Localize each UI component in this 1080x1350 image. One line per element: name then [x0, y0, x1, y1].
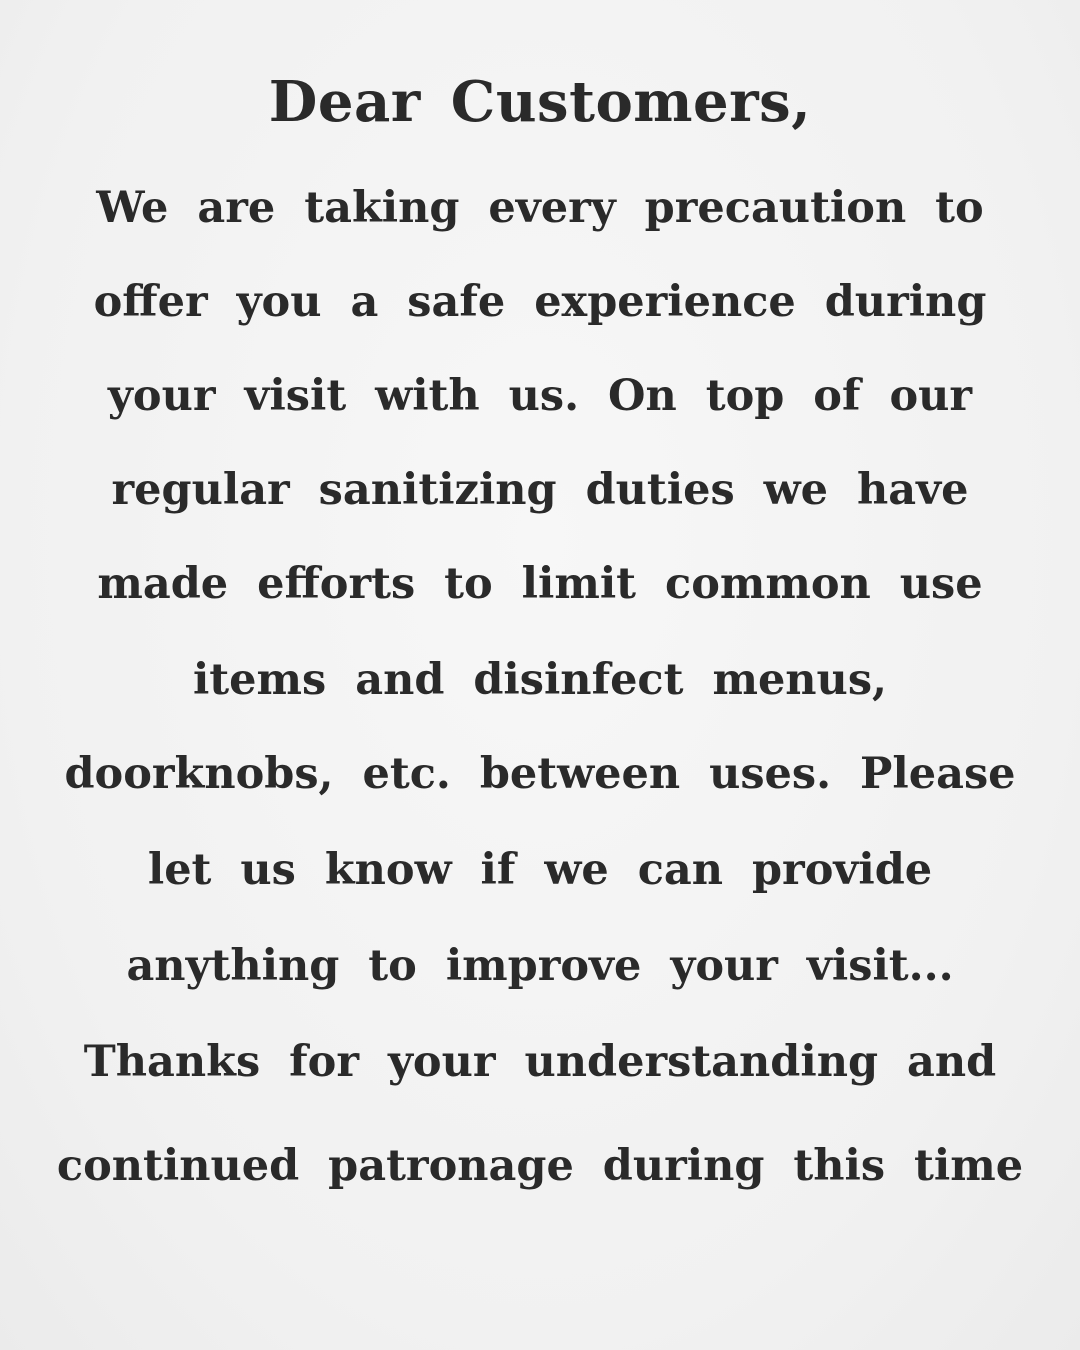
- notice-line: your visit with us. On top of our: [107, 371, 973, 421]
- notice-line: continued patronage during this time: [56, 1141, 1024, 1191]
- notice-line: Thanks for your understanding and: [83, 1037, 997, 1087]
- notice-line: regular sanitizing duties we have: [111, 465, 969, 515]
- notice-line: We are taking every precaution to: [96, 183, 984, 233]
- notice-line: let us know if we can provide: [147, 845, 933, 895]
- notice-line: doorknobs, etc. between uses. Please: [64, 749, 1016, 799]
- notice-line: items and disinfect menus,: [192, 655, 888, 705]
- notice-greeting: Dear Customers,: [268, 69, 812, 135]
- notice-line: made efforts to limit common use: [97, 559, 983, 609]
- notice-line: anything to improve your visit...: [126, 941, 954, 991]
- notice-line: offer you a safe experience during: [93, 277, 987, 327]
